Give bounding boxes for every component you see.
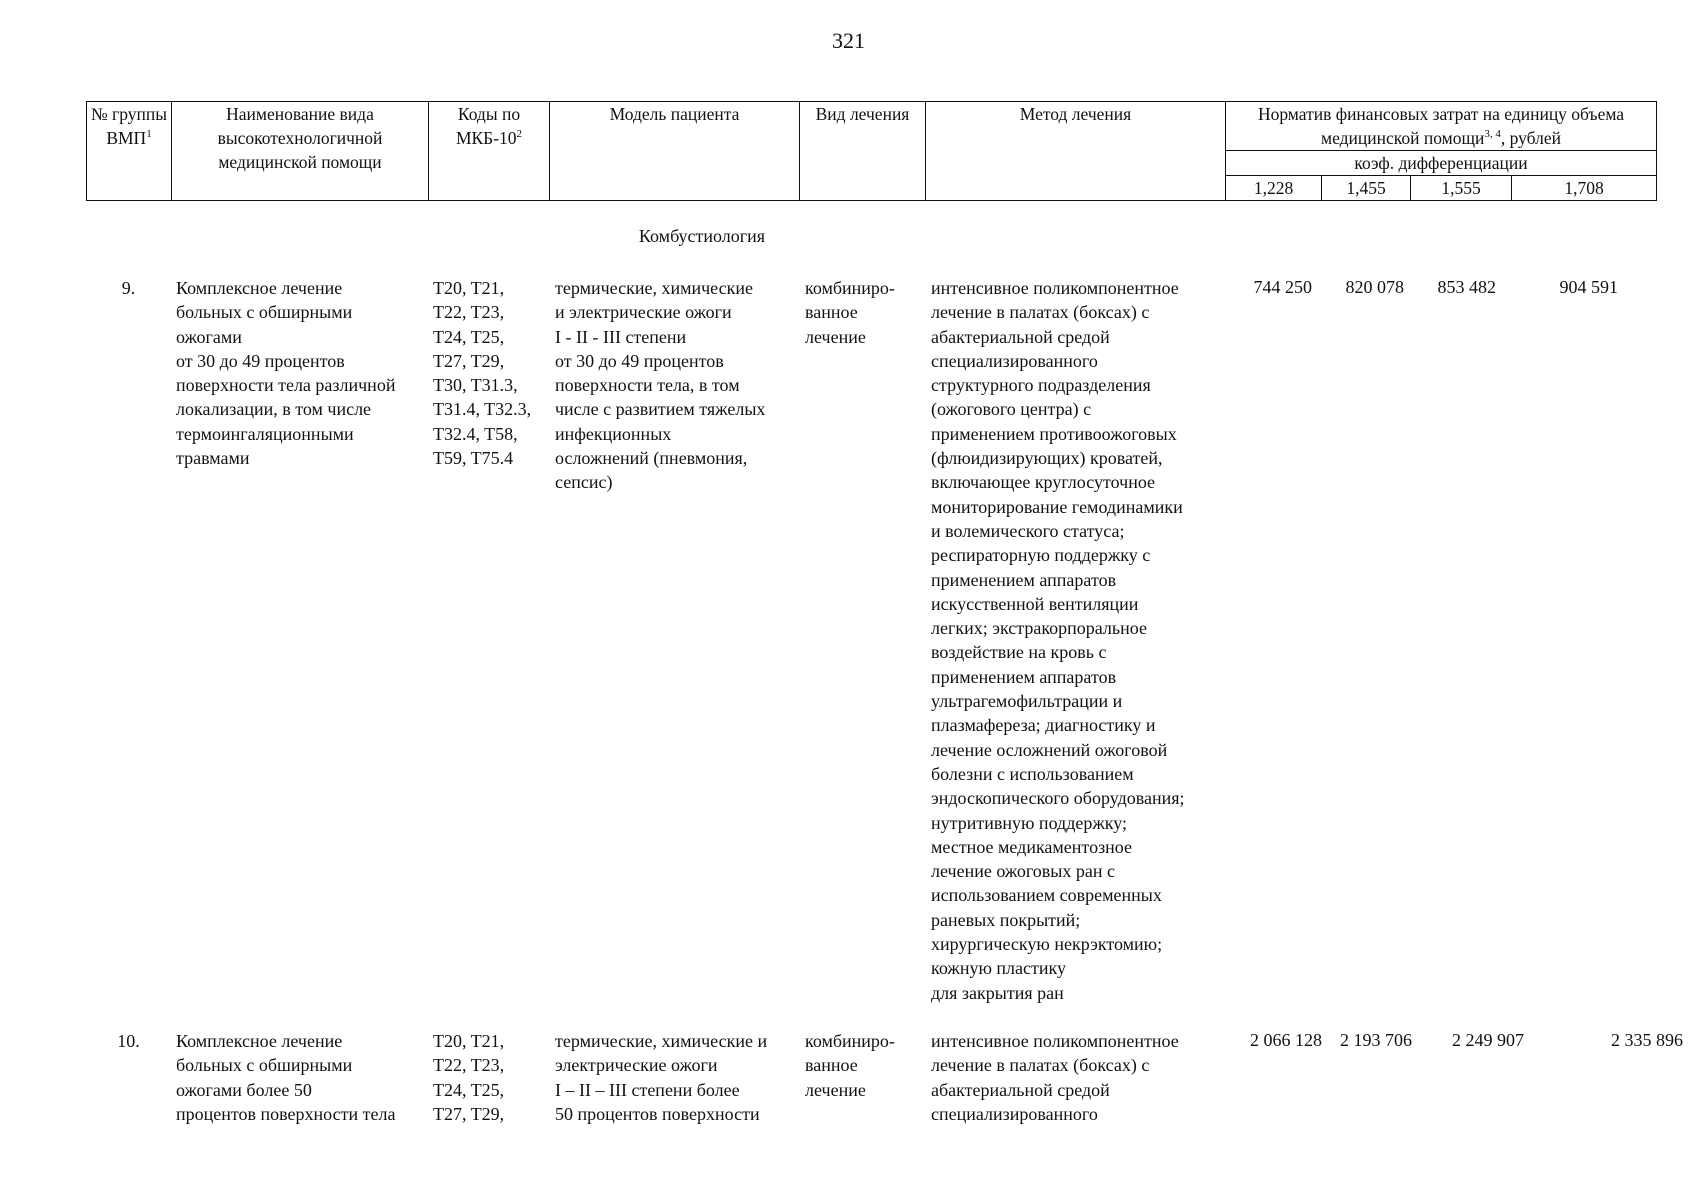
header-icd-codes: Коды по МКБ-$10^2$ [429, 102, 550, 201]
icd-codes: T20, T21, T22, T23, T24, T25, T27, T29, T30, T31.3, T31.4, T32.3, T32.4, T58, T59, T75.4 [433, 278, 532, 469]
header-treatment-method: Метод лечения [926, 102, 1226, 201]
cost-value-3: 2 249 907 [1452, 1030, 1524, 1050]
header-group-number: № группы ВМП$^1$ [87, 102, 172, 201]
care-type-name: Комплексное лечение больных с обширными ожогами от 30 до 49 процентов поверхности тела различной локализации, в том числе термоингаляционными травмами [176, 278, 396, 469]
cost-value-4: 2 335 896 [1611, 1030, 1683, 1050]
header-coef-1: 1,228 [1226, 176, 1322, 201]
icd-codes: T20, T21, T22, T23, T24, T25, T27, T29, [433, 1031, 505, 1124]
patient-model: термические, химические и электрические ожоги I - II - III степени от 30 до 49 процентов поверхности тела, в том числе с развитием тяжелых инфекционных осложнений (пневмония, сепсис) [555, 278, 766, 493]
cost-value-1: 744 250 [1253, 277, 1312, 297]
header-coef-label: коэф. дифференциации [1226, 151, 1657, 176]
treatment-method: интенсивное поликомпонентное лечение в палатах (боксах) с абактериальной средой специализированного [931, 1031, 1179, 1124]
care-type-name: Комплексное лечение больных с обширными ожогами более 50 процентов поверхности тела [176, 1031, 396, 1124]
patient-model: термические, химические и электрические ожоги I – II – III степени более 50 процентов поверхности [555, 1031, 768, 1124]
header-treatment-type: Вид лечения [800, 102, 926, 201]
table-header [86, 101, 1657, 201]
cost-value-2: 2 193 706 [1340, 1030, 1412, 1050]
treatment-type: комбиниро- ванное лечение [805, 278, 895, 347]
row-number: 10. [117, 1031, 140, 1051]
cost-value-4: 904 591 [1559, 277, 1618, 297]
cost-value-2: 820 078 [1345, 277, 1404, 297]
header-coef-3: 1,555 [1411, 176, 1512, 201]
treatment-type: комбиниро- ванное лечение [805, 1031, 895, 1100]
treatment-method: интенсивное поликомпонентное лечение в палатах (боксах) с абактериальной средой специализированного структурного подразделения (ожогового центра) с применением противоожоговых (флюидизирующих) кроватей, включающее круглосуточное мониторирование гемодинамики и волемического статуса; респираторную поддержку с применением аппаратов искусственной вентиляции легких; экстракорпоральное воздействие на кровь с применением аппаратов ультрагемофильтрации и плазмафереза; диагностику и лечение осложнений ожоговой болезни с использованием эндоскопического оборудования; нутритивную поддержку; местное медикаментозное лечение ожоговых ран с использованием современных раневых покрытий; хирургическую некрэктомию; кожную пластику для закрытия ран [931, 278, 1185, 1003]
header-coef-2: 1,455 [1322, 176, 1411, 201]
cost-value-1: 2 066 128 [1250, 1030, 1322, 1050]
cost-value-3: 853 482 [1437, 277, 1496, 297]
header-coef-4: 1,708 [1512, 176, 1657, 201]
section-title: Комбустиология [638, 226, 766, 246]
header-care-type-name: Наименование вида высокотехнологичной медицинской помощи [172, 102, 429, 201]
page-number: 321 [832, 28, 865, 53]
header-cost-norm: Норматив финансовых затрат на единицу объема медицинской помощи$^{3, 4}$, рублей [1226, 102, 1657, 151]
row-number: 9. [121, 278, 136, 298]
header-patient-model: Модель пациента [550, 102, 800, 201]
